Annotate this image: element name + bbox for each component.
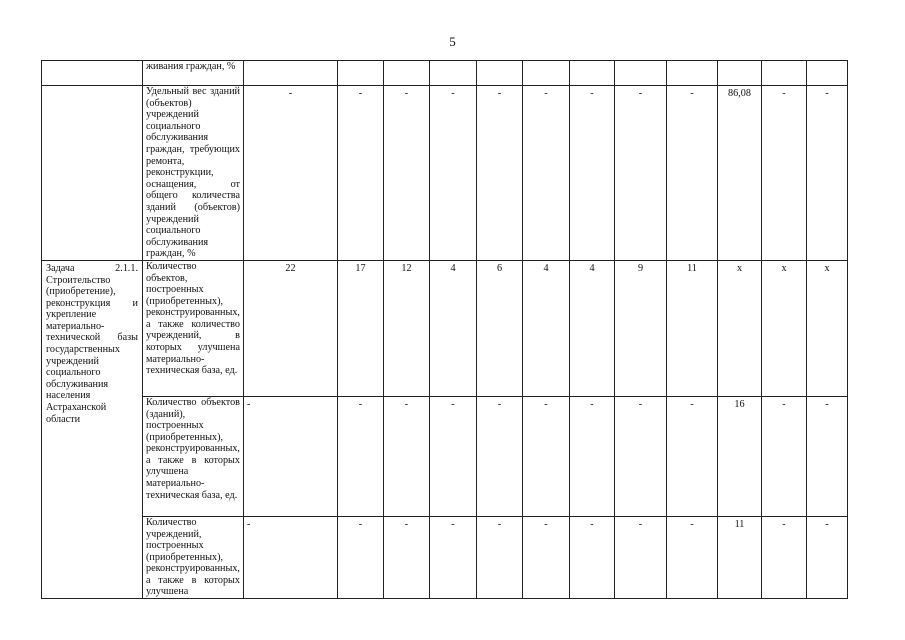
table-row bbox=[42, 61, 848, 86]
value-cell bbox=[477, 61, 523, 86]
value-cell: 4 bbox=[570, 260, 615, 396]
value-cell: 11 bbox=[718, 516, 762, 598]
value-cell: - bbox=[244, 86, 338, 261]
indicator-cell: Удельный вес зданий (объектов) учреждений социального обслуживания граждан, требующих ремонта, реконструкции, оснащения, от общего количества зданий (объектов) учреждений социального обслуживания граждан, % bbox=[143, 86, 244, 261]
value-cell: 86,08 bbox=[718, 86, 762, 261]
value-cell: - bbox=[477, 516, 523, 598]
value-cell: - bbox=[570, 516, 615, 598]
value-cell: - bbox=[762, 516, 807, 598]
value-cell: - bbox=[667, 516, 718, 598]
value-cell bbox=[570, 61, 615, 86]
value-cell bbox=[523, 61, 570, 86]
value-cell bbox=[807, 61, 848, 86]
value-cell: - bbox=[338, 516, 384, 598]
value-cell bbox=[338, 61, 384, 86]
value-cell bbox=[762, 61, 807, 86]
value-cell: х bbox=[807, 260, 848, 396]
value-cell bbox=[244, 61, 338, 86]
value-cell: 16 bbox=[718, 396, 762, 516]
value-cell: - bbox=[338, 86, 384, 261]
value-cell: х bbox=[762, 260, 807, 396]
value-cell: 9 bbox=[615, 260, 667, 396]
table-row bbox=[42, 396, 848, 516]
table-row bbox=[42, 516, 848, 598]
value-cell: - bbox=[430, 86, 477, 261]
table-row bbox=[42, 260, 848, 396]
indicator-cell: Количество учреждений, построенных (приобретенных), реконструированных, а также в которых улучшена bbox=[143, 516, 244, 598]
value-cell: - bbox=[523, 396, 570, 516]
indicator-cell: Количество объектов (зданий), построенных (приобретенных), реконструированных, а также в которых улучшена материально-техническая база, ед. bbox=[143, 396, 244, 516]
table-row bbox=[42, 86, 848, 261]
value-cell: - bbox=[807, 86, 848, 261]
value-cell: - bbox=[384, 86, 430, 261]
value-cell bbox=[667, 61, 718, 86]
value-cell: - bbox=[338, 396, 384, 516]
task-cell: Задача 2.1.1. Строительство (приобретение), реконструкция и укрепление материально-технической базы государственных учреждений социального обслуживания населения Астраханской области bbox=[42, 260, 143, 598]
value-cell: 12 bbox=[384, 260, 430, 396]
value-cell: - bbox=[430, 396, 477, 516]
value-cell bbox=[718, 61, 762, 86]
indicator-cell: живания граждан, % bbox=[143, 61, 244, 86]
value-cell: - bbox=[244, 516, 338, 598]
value-cell: - bbox=[430, 516, 477, 598]
value-cell: - bbox=[477, 396, 523, 516]
value-cell: - bbox=[667, 86, 718, 261]
indicator-cell: Количество объектов, построенных (приобретенных), реконструированных, а также количество учреждений, в которых улучшена материально-техническая база, ед. bbox=[143, 260, 244, 396]
value-cell: - bbox=[615, 396, 667, 516]
value-cell: - bbox=[523, 86, 570, 261]
value-cell: 4 bbox=[430, 260, 477, 396]
value-cell: 4 bbox=[523, 260, 570, 396]
value-cell: 6 bbox=[477, 260, 523, 396]
task-cell bbox=[42, 86, 143, 261]
value-cell: - bbox=[384, 516, 430, 598]
value-cell: - bbox=[570, 86, 615, 261]
value-cell: - bbox=[762, 86, 807, 261]
page-number: 5 bbox=[449, 34, 456, 49]
value-cell: - bbox=[244, 396, 338, 516]
value-cell: - bbox=[615, 516, 667, 598]
value-cell bbox=[615, 61, 667, 86]
value-cell: 22 bbox=[244, 260, 338, 396]
value-cell bbox=[384, 61, 430, 86]
value-cell: - bbox=[570, 396, 615, 516]
value-cell: х bbox=[718, 260, 762, 396]
task-cell bbox=[42, 61, 143, 86]
value-cell: - bbox=[523, 516, 570, 598]
value-cell: - bbox=[477, 86, 523, 261]
value-cell: - bbox=[667, 396, 718, 516]
value-cell bbox=[430, 61, 477, 86]
value-cell: - bbox=[807, 516, 848, 598]
value-cell: 17 bbox=[338, 260, 384, 396]
indicators-table bbox=[41, 60, 848, 599]
value-cell: - bbox=[384, 396, 430, 516]
value-cell: - bbox=[762, 396, 807, 516]
value-cell: - bbox=[615, 86, 667, 261]
value-cell: - bbox=[807, 396, 848, 516]
value-cell: 11 bbox=[667, 260, 718, 396]
